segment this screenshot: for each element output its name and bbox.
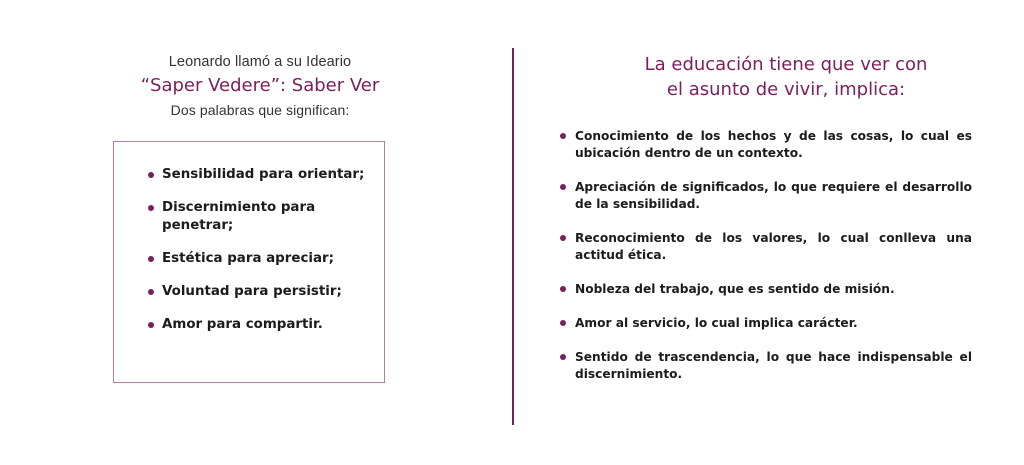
list-item-text: Sentido de trascendencia, lo que hace indispensable el discernimiento. xyxy=(575,350,972,381)
list-item-text: Nobleza del trabajo, que es sentido de misión. xyxy=(575,282,895,296)
vertical-divider xyxy=(512,48,514,425)
list-item xyxy=(560,315,972,332)
bullet-icon xyxy=(560,235,566,241)
right-title xyxy=(600,52,972,102)
list-item-text: Apreciación de significados, lo que requiere el desarrollo de la sensibilidad. xyxy=(575,180,972,211)
bullet-icon xyxy=(560,354,566,360)
list-item xyxy=(560,179,972,213)
list-item-text: Voluntad para persistir; xyxy=(162,284,342,299)
list-item xyxy=(148,283,373,301)
bullet-icon xyxy=(148,172,154,178)
implications-list xyxy=(560,128,972,400)
list-item xyxy=(560,349,972,383)
list-item-text: Estética para apreciar; xyxy=(162,251,334,266)
list-item-text: Sensibilidad para orientar; xyxy=(162,167,365,182)
meanings-list xyxy=(148,166,373,349)
intro-title: “Saper Vedere”: Saber Ver xyxy=(140,75,380,96)
intro-line: Leonardo llamó a su Ideario xyxy=(168,54,352,70)
list-item-text: Amor al servicio, lo cual implica carácter. xyxy=(575,316,858,330)
bullet-icon xyxy=(560,320,566,326)
list-item-text: Reconocimiento de los valores, lo cual conlleva una actitud ética. xyxy=(575,231,972,262)
bullet-icon xyxy=(560,184,566,190)
right-title-line: La educación tiene que ver con xyxy=(644,54,928,75)
list-item xyxy=(148,250,373,268)
list-item-text: Conocimiento de los hechos y de las cosas, lo cual es ubicación dentro de un contexto. xyxy=(575,129,972,160)
bullet-icon xyxy=(560,133,566,139)
list-item xyxy=(560,230,972,264)
list-item xyxy=(148,166,373,184)
bullet-icon xyxy=(560,286,566,292)
intro-subline: Dos palabras que significan: xyxy=(170,102,350,118)
list-item-text: Discernimiento para penetrar; xyxy=(162,200,316,233)
list-item xyxy=(148,199,373,235)
bullet-icon xyxy=(148,205,154,211)
meanings-box xyxy=(113,141,385,383)
list-item-text: Amor para compartir. xyxy=(162,317,323,332)
list-item xyxy=(560,128,972,162)
left-intro xyxy=(100,52,420,120)
list-item xyxy=(148,316,373,334)
bullet-icon xyxy=(148,256,154,262)
list-item xyxy=(560,281,972,298)
bullet-icon xyxy=(148,289,154,295)
bullet-icon xyxy=(148,322,154,328)
right-title-line: el asunto de vivir, implica: xyxy=(666,79,906,100)
